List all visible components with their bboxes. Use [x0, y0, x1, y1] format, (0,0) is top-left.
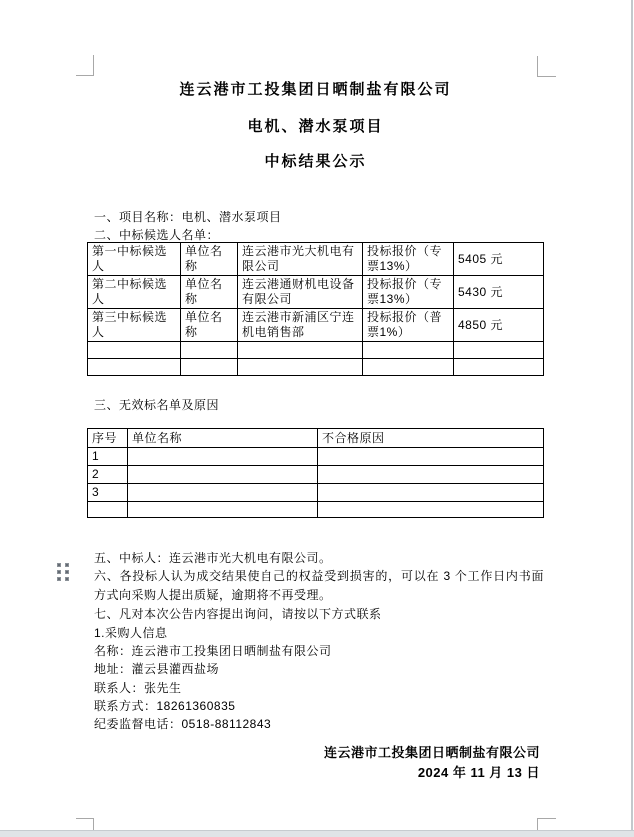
empty-cell[interactable] — [128, 502, 318, 518]
document-title-company: 连云港市工投集团日晒制盐有限公司 — [179, 81, 452, 98]
section-inquiry: 七、凡对本次公告内容提出询问，请按以下方式联系 — [94, 607, 382, 621]
seq-cell[interactable]: 1 — [88, 448, 128, 466]
empty-cell[interactable] — [318, 466, 544, 484]
document-title-announcement: 中标结果公示 — [264, 153, 367, 170]
price-cell[interactable]: 5405 元 — [454, 243, 544, 276]
section-invalid-heading: 三、无效标名单及原因 — [94, 398, 220, 412]
table-header-row — [88, 429, 544, 448]
crop-mark-top-left — [93, 55, 94, 76]
table-row — [88, 309, 544, 342]
table-row — [88, 276, 544, 309]
candidate-rank-cell[interactable]: 第二中标候选人 — [88, 276, 181, 309]
drag-handle-icon[interactable] — [57, 563, 71, 581]
section-project-name: 一、项目名称：电机、潜水泵项目 — [94, 210, 282, 224]
empty-cell[interactable] — [454, 359, 544, 376]
crop-mark-top-right — [537, 76, 556, 77]
unit-name-cell[interactable]: 连云港市新浦区宁连机电销售部 — [238, 309, 363, 342]
empty-cell[interactable] — [181, 359, 238, 376]
price-cell[interactable]: 4850 元 — [454, 309, 544, 342]
signature-company: 连云港市工投集团日晒制盐有限公司 — [323, 745, 540, 760]
table-row-empty — [88, 502, 544, 518]
empty-cell[interactable] — [318, 502, 544, 518]
window-bottom-strip — [0, 830, 634, 837]
section-objection: 六、各投标人认为成交结果使自己的权益受到损害的，可以在 3 个工作日内书面方式向采购人提出质疑，逾期将不再受理。 — [94, 569, 544, 602]
seq-cell[interactable]: 3 — [88, 484, 128, 502]
table-row — [88, 466, 544, 484]
candidate-rank-cell[interactable]: 第一中标候选人 — [88, 243, 181, 276]
price-label-cell[interactable]: 投标报价（普票1%） — [363, 309, 454, 342]
purchaser-contact-phone: 联系方式：18261360835 — [94, 699, 236, 713]
empty-cell[interactable] — [128, 466, 318, 484]
empty-cell[interactable] — [238, 342, 363, 359]
empty-cell[interactable] — [88, 502, 128, 518]
empty-cell[interactable] — [454, 342, 544, 359]
purchaser-name: 名称：连云港市工投集团日晒制盐有限公司 — [94, 644, 332, 658]
crop-mark-top-left — [76, 75, 94, 76]
empty-cell[interactable] — [238, 359, 363, 376]
invalid-bids-table — [87, 428, 544, 518]
candidate-rank-cell[interactable]: 第三中标候选人 — [88, 309, 181, 342]
unit-label-cell[interactable]: 单位名称 — [181, 243, 238, 276]
document-title-project: 电机、潜水泵项目 — [247, 118, 384, 135]
purchaser-supervision-phone: 纪委监督电话：0518-88112843 — [94, 717, 272, 731]
empty-cell[interactable] — [128, 484, 318, 502]
table-row — [88, 448, 544, 466]
empty-cell[interactable] — [318, 448, 544, 466]
empty-cell[interactable] — [363, 342, 454, 359]
purchaser-contact-person: 联系人：张先生 — [94, 681, 182, 695]
unit-name-cell[interactable]: 连云港通财机电设备有限公司 — [238, 276, 363, 309]
table-row-empty — [88, 359, 544, 376]
empty-cell[interactable] — [318, 484, 544, 502]
section-winner: 五、中标人：连云港市光大机电有限公司。 — [94, 551, 332, 565]
section-candidates-heading: 二、中标候选人名单： — [94, 228, 220, 242]
purchaser-address: 地址：灌云县灌西盐场 — [94, 662, 220, 676]
header-seq[interactable]: 序号 — [88, 429, 128, 448]
empty-cell[interactable] — [88, 342, 181, 359]
unit-name-cell[interactable]: 连云港市光大机电有限公司 — [238, 243, 363, 276]
unit-label-cell[interactable]: 单位名称 — [181, 309, 238, 342]
empty-cell[interactable] — [363, 359, 454, 376]
crop-mark-top-right — [537, 56, 538, 77]
unit-label-cell[interactable]: 单位名称 — [181, 276, 238, 309]
crop-mark-bottom-right — [537, 818, 556, 819]
header-reason[interactable]: 不合格原因 — [318, 429, 544, 448]
empty-cell[interactable] — [88, 359, 181, 376]
price-cell[interactable]: 5430 元 — [454, 276, 544, 309]
table-row-empty — [88, 342, 544, 359]
candidates-table — [87, 242, 544, 376]
crop-mark-bottom-left — [76, 818, 94, 819]
price-label-cell[interactable]: 投标报价（专票13%） — [363, 276, 454, 309]
table-row — [88, 484, 544, 502]
price-label-cell[interactable]: 投标报价（专票13%） — [363, 243, 454, 276]
window-right-edge — [631, 0, 633, 837]
empty-cell[interactable] — [128, 448, 318, 466]
signature-date: 2024 年 11 月 13 日 — [417, 765, 540, 780]
seq-cell[interactable]: 2 — [88, 466, 128, 484]
purchaser-heading: 1.采购人信息 — [94, 626, 168, 640]
table-row — [88, 243, 544, 276]
header-unit-name[interactable]: 单位名称 — [128, 429, 318, 448]
empty-cell[interactable] — [181, 342, 238, 359]
